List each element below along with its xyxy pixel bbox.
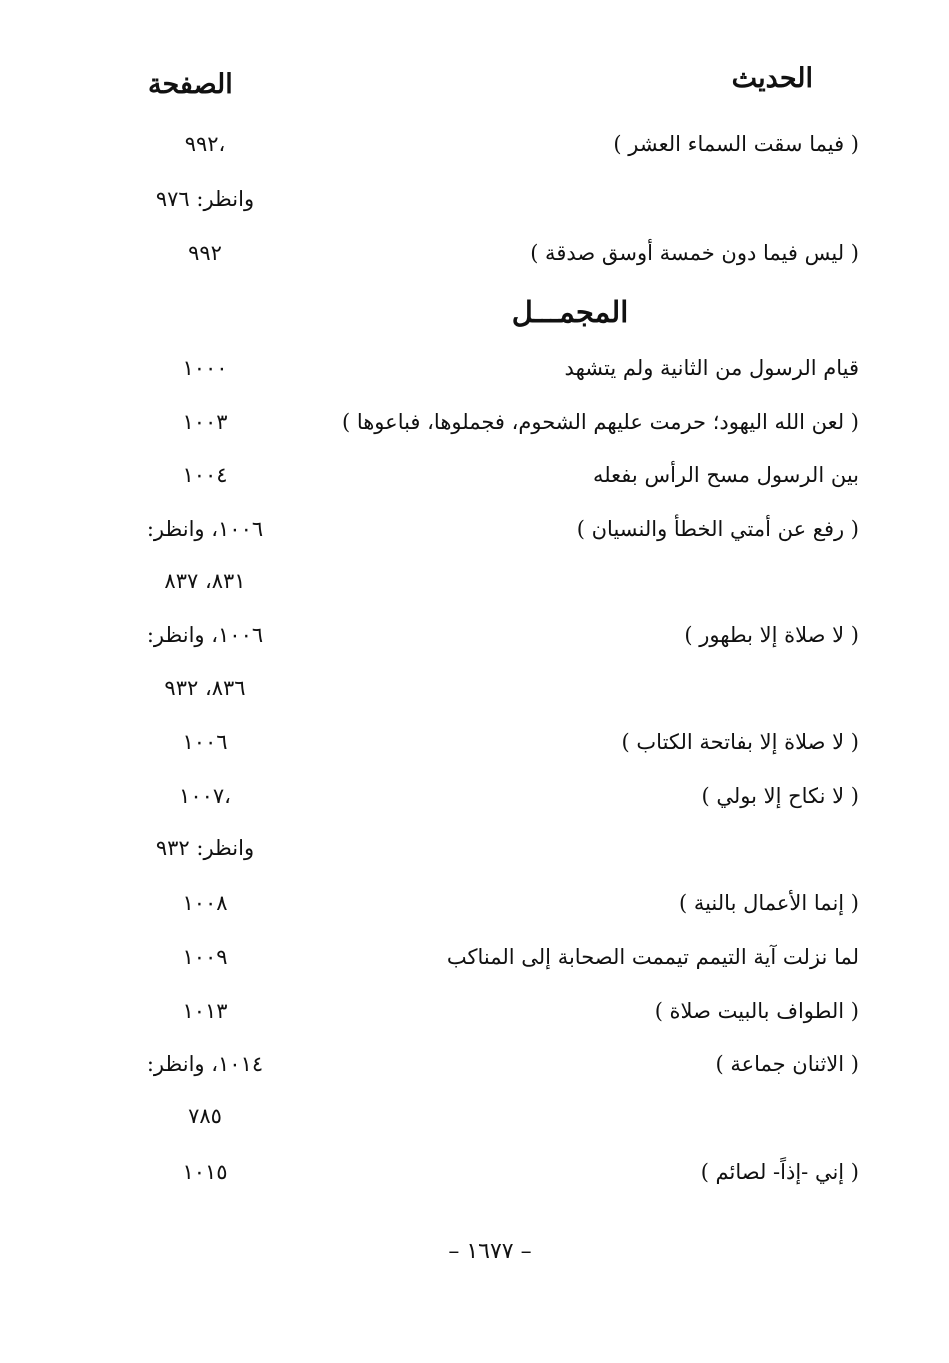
page-reference: ١٠٠٣: [182, 410, 228, 434]
page-reference: ٩٩٢،: [184, 132, 226, 156]
hadith-entry: ( لا صلاة إلا بطهور ): [684, 623, 859, 647]
page-reference: ١٠٠٠: [182, 356, 228, 380]
page-column-header: الصفحة: [148, 69, 233, 100]
page-reference: ١٠٠٧،: [179, 784, 231, 808]
hadith-entry: ( لعن الله اليهود؛ حرمت عليهم الشحوم، فجملوها، فباعوها ): [341, 410, 859, 434]
page-number: – ١٦٧٧ –: [448, 1239, 532, 1264]
hadith-entry: قيام الرسول من الثانية ولم يتشهد: [564, 356, 859, 380]
hadith-entry: بين الرسول مسح الرأس بفعله: [592, 463, 859, 487]
hadith-entry: لما نزلت آية التيمم تيممت الصحابة إلى المناكب: [446, 945, 859, 969]
page-reference: ٧٨٥: [188, 1104, 222, 1128]
hadith-entry: ( الطواف بالبيت صلاة ): [654, 999, 859, 1023]
page-reference: ١٠١٥: [182, 1160, 228, 1184]
page-reference: ١٠٠٩: [182, 945, 228, 969]
hadith-entry: ( لا نكاح إلا بولي ): [701, 784, 859, 808]
page-reference: ١٠٠٦، وانظر:: [146, 517, 264, 541]
page-reference: ١٠٠٤: [182, 463, 228, 487]
hadith-entry: ( إنما الأعمال بالنية ): [678, 891, 859, 915]
hadith-entry: ( ليس فيما دون خمسة أوسق صدقة ): [530, 241, 859, 265]
page-reference: ٩٩٢: [188, 241, 222, 265]
page-reference: ١٠٠٦، وانظر:: [146, 623, 264, 647]
hadith-entry: ( فيما سقت السماء العشر ): [613, 132, 859, 156]
page-reference: ١٠٠٦: [182, 730, 228, 754]
hadith-entry: ( رفع عن أمتي الخطأ والنسيان ): [576, 517, 859, 541]
page-reference: وانظر: ٩٧٦: [155, 187, 255, 211]
page-reference: ١٠٠٨: [182, 891, 228, 915]
page-reference: ١٠١٣: [182, 999, 228, 1023]
page-reference: ٨٣١، ٨٣٧: [164, 569, 246, 593]
page-reference: ٨٣٦، ٩٣٢: [164, 676, 246, 700]
section-title: المجمـــل: [511, 295, 629, 329]
page-reference: وانظر: ٩٣٢: [155, 836, 255, 860]
hadith-entry: ( إني -إذاً- لصائم ): [700, 1160, 859, 1184]
hadith-entry: ( الاثنان جماعة ): [715, 1052, 859, 1076]
hadith-entry: ( لا صلاة إلا بفاتحة الكتاب ): [621, 730, 859, 754]
hadith-column-header: الحديث: [731, 63, 813, 94]
page-reference: ١٠١٤، وانظر:: [146, 1052, 264, 1076]
